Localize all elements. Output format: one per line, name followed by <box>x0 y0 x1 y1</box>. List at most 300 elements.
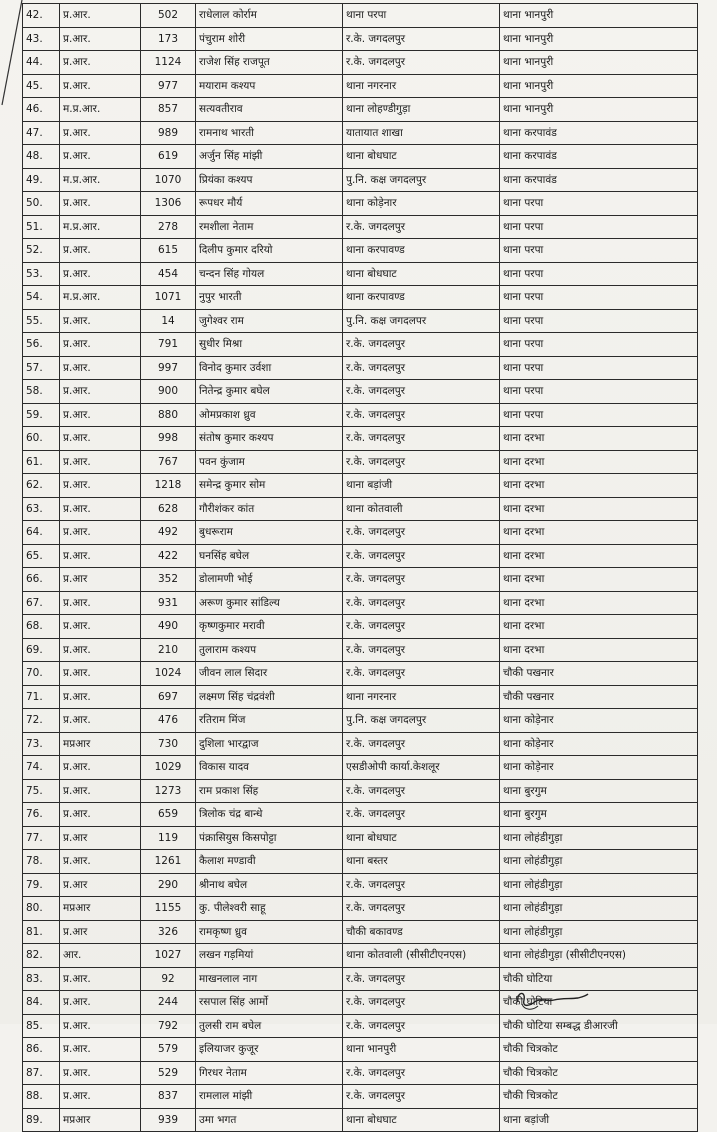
serial-number-cell: 44. <box>23 51 60 75</box>
name-cell: रामलाल मांझी <box>196 1085 343 1109</box>
to-posting-cell: थाना परपा <box>500 356 698 380</box>
to-posting-cell: थाना दरभा <box>500 544 698 568</box>
from-posting-cell: र.के. जगदलपुर <box>343 803 500 827</box>
rank-cell: प्र.आर. <box>60 662 141 686</box>
rank-cell: म.प्र.आर. <box>60 286 141 310</box>
serial-number-cell: 46. <box>23 98 60 122</box>
table-row <box>23 756 698 780</box>
table-row <box>23 474 698 498</box>
name-cell: प्रियंका कश्यप <box>196 168 343 192</box>
from-posting-cell: र.के. जगदलपुर <box>343 427 500 451</box>
from-posting-cell: र.के. जगदलपुर <box>343 638 500 662</box>
name-cell: लक्ष्मण सिंह चंद्रवंशी <box>196 685 343 709</box>
table-row <box>23 356 698 380</box>
from-posting-cell: र.के. जगदलपुर <box>343 991 500 1015</box>
from-posting-cell: र.के. जगदलपुर <box>343 732 500 756</box>
rank-cell: प्र.आर. <box>60 497 141 521</box>
table-row <box>23 262 698 286</box>
table-row <box>23 709 698 733</box>
serial-number-cell: 58. <box>23 380 60 404</box>
table-row <box>23 991 698 1015</box>
badge-number-cell: 900 <box>141 380 196 404</box>
table-row <box>23 662 698 686</box>
to-posting-cell: थाना बुरगुम <box>500 803 698 827</box>
badge-number-cell: 791 <box>141 333 196 357</box>
from-posting-cell: थाना लोहण्डीगुड़ा <box>343 98 500 122</box>
rank-cell: प्र.आर. <box>60 967 141 991</box>
rank-cell: प्र.आर. <box>60 521 141 545</box>
table-row <box>23 944 698 968</box>
name-cell: दिलीप कुमार दरियो <box>196 239 343 263</box>
badge-number-cell: 697 <box>141 685 196 709</box>
badge-number-cell: 997 <box>141 356 196 380</box>
to-posting-cell: थाना कोड़ेनार <box>500 709 698 733</box>
table-row <box>23 74 698 98</box>
serial-number-cell: 54. <box>23 286 60 310</box>
table-row <box>23 1108 698 1132</box>
to-posting-cell: थाना परपा <box>500 286 698 310</box>
signature <box>512 984 592 1014</box>
serial-number-cell: 77. <box>23 826 60 850</box>
badge-number-cell: 857 <box>141 98 196 122</box>
serial-number-cell: 65. <box>23 544 60 568</box>
to-posting-cell: चौकी चित्रकोट <box>500 1038 698 1062</box>
from-posting-cell: र.के. जगदलपुर <box>343 51 500 75</box>
rank-cell: मप्रआर <box>60 1108 141 1132</box>
rank-cell: प्र.आर. <box>60 474 141 498</box>
name-cell: कृष्णकुमार मरावी <box>196 615 343 639</box>
from-posting-cell: थाना कोड़ेनार <box>343 192 500 216</box>
to-posting-cell: थाना करपावंड <box>500 121 698 145</box>
table-row <box>23 192 698 216</box>
badge-number-cell: 939 <box>141 1108 196 1132</box>
serial-number-cell: 67. <box>23 591 60 615</box>
serial-number-cell: 72. <box>23 709 60 733</box>
to-posting-cell: थाना परपा <box>500 239 698 263</box>
from-posting-cell: र.के. जगदलपुर <box>343 1085 500 1109</box>
rank-cell: प्र.आर. <box>60 991 141 1015</box>
to-posting-cell: चौकी घोटिया सम्बद्ध डीआरजी <box>500 1014 698 1038</box>
table-row <box>23 1085 698 1109</box>
to-posting-cell: थाना परपा <box>500 262 698 286</box>
from-posting-cell: थाना नगरनार <box>343 685 500 709</box>
name-cell: मयाराम कश्यप <box>196 74 343 98</box>
name-cell: पवन कुंजाम <box>196 450 343 474</box>
to-posting-cell: चौकी पखनार <box>500 662 698 686</box>
name-cell: तुलाराम कश्यप <box>196 638 343 662</box>
table-row <box>23 51 698 75</box>
badge-number-cell: 502 <box>141 4 196 28</box>
rank-cell: प्र.आर. <box>60 1085 141 1109</box>
table-row <box>23 873 698 897</box>
table-row <box>23 615 698 639</box>
name-cell: जुगेश्वर राम <box>196 309 343 333</box>
rank-cell: प्र.आर. <box>60 544 141 568</box>
name-cell: गिरधर नेताम <box>196 1061 343 1085</box>
serial-number-cell: 74. <box>23 756 60 780</box>
serial-number-cell: 84. <box>23 991 60 1015</box>
from-posting-cell: थाना करपावण्ड <box>343 239 500 263</box>
badge-number-cell: 529 <box>141 1061 196 1085</box>
from-posting-cell: र.के. जगदलपुर <box>343 544 500 568</box>
from-posting-cell: पु.नि. कक्ष जगदलपुर <box>343 709 500 733</box>
table-row <box>23 1061 698 1085</box>
rank-cell: प्र.आर. <box>60 4 141 28</box>
serial-number-cell: 83. <box>23 967 60 991</box>
badge-number-cell: 619 <box>141 145 196 169</box>
rank-cell: प्र.आर. <box>60 756 141 780</box>
name-cell: ओमप्रकाश ध्रुव <box>196 403 343 427</box>
rank-cell: आर. <box>60 944 141 968</box>
from-posting-cell: थाना नगरनार <box>343 74 500 98</box>
rank-cell: प्र.आर. <box>60 121 141 145</box>
from-posting-cell: र.के. जगदलपुर <box>343 27 500 51</box>
table-row <box>23 98 698 122</box>
name-cell: अर्जुन सिंह मांझी <box>196 145 343 169</box>
name-cell: रूपधर मौर्य <box>196 192 343 216</box>
badge-number-cell: 767 <box>141 450 196 474</box>
serial-number-cell: 57. <box>23 356 60 380</box>
badge-number-cell: 244 <box>141 991 196 1015</box>
serial-number-cell: 76. <box>23 803 60 827</box>
name-cell: गौरीशंकर कांत <box>196 497 343 521</box>
name-cell: सत्यवतीराव <box>196 98 343 122</box>
table-row <box>23 4 698 28</box>
serial-number-cell: 73. <box>23 732 60 756</box>
to-posting-cell: थाना दरभा <box>500 474 698 498</box>
name-cell: समेन्द्र कुमार सोम <box>196 474 343 498</box>
serial-number-cell: 55. <box>23 309 60 333</box>
from-posting-cell: थाना कोतवाली (सीसीटीएनएस) <box>343 944 500 968</box>
name-cell: विनोद कुमार उर्वशा <box>196 356 343 380</box>
rank-cell: प्र.आर. <box>60 1014 141 1038</box>
from-posting-cell: र.के. जगदलपुर <box>343 568 500 592</box>
table-body <box>23 4 698 1132</box>
rank-cell: प्र.आर. <box>60 356 141 380</box>
from-posting-cell: र.के. जगदलपुर <box>343 380 500 404</box>
to-posting-cell: थाना भानपुरी <box>500 74 698 98</box>
serial-number-cell: 61. <box>23 450 60 474</box>
table-row <box>23 779 698 803</box>
to-posting-cell: थाना परपा <box>500 380 698 404</box>
name-cell: तुलसी राम बघेल <box>196 1014 343 1038</box>
rank-cell: प्र.आर. <box>60 803 141 827</box>
badge-number-cell: 14 <box>141 309 196 333</box>
rank-cell: प्र.आर. <box>60 51 141 75</box>
serial-number-cell: 87. <box>23 1061 60 1085</box>
name-cell: नुपुर भारती <box>196 286 343 310</box>
serial-number-cell: 50. <box>23 192 60 216</box>
to-posting-cell: थाना बुरगुम <box>500 779 698 803</box>
rank-cell: प्र.आर. <box>60 192 141 216</box>
serial-number-cell: 85. <box>23 1014 60 1038</box>
badge-number-cell: 998 <box>141 427 196 451</box>
to-posting-cell: थाना करपावंड <box>500 145 698 169</box>
rank-cell: प्र.आर. <box>60 779 141 803</box>
serial-number-cell: 88. <box>23 1085 60 1109</box>
badge-number-cell: 931 <box>141 591 196 615</box>
badge-number-cell: 1273 <box>141 779 196 803</box>
serial-number-cell: 63. <box>23 497 60 521</box>
name-cell: घनसिंह बघेल <box>196 544 343 568</box>
to-posting-cell: थाना लोहंडीगुड़ा <box>500 897 698 921</box>
name-cell: रामनाथ भारती <box>196 121 343 145</box>
rank-cell: प्र.आर. <box>60 239 141 263</box>
rank-cell: प्र.आर. <box>60 262 141 286</box>
serial-number-cell: 60. <box>23 427 60 451</box>
to-posting-cell: थाना कोड़ेनार <box>500 732 698 756</box>
badge-number-cell: 490 <box>141 615 196 639</box>
from-posting-cell: र.के. जगदलपुर <box>343 873 500 897</box>
from-posting-cell: र.के. जगदलपुर <box>343 591 500 615</box>
serial-number-cell: 75. <box>23 779 60 803</box>
badge-number-cell: 476 <box>141 709 196 733</box>
rank-cell: प्र.आर. <box>60 1061 141 1085</box>
table-row <box>23 803 698 827</box>
badge-number-cell: 837 <box>141 1085 196 1109</box>
name-cell: अरूण कुमार सांडिल्य <box>196 591 343 615</box>
serial-number-cell: 89. <box>23 1108 60 1132</box>
name-cell: रसपाल सिंह आर्मो <box>196 991 343 1015</box>
from-posting-cell: र.के. जगदलपुर <box>343 1014 500 1038</box>
badge-number-cell: 422 <box>141 544 196 568</box>
from-posting-cell: र.के. जगदलपुर <box>343 403 500 427</box>
name-cell: कैलाश मण्डावी <box>196 850 343 874</box>
to-posting-cell: थाना भानपुरी <box>500 51 698 75</box>
serial-number-cell: 69. <box>23 638 60 662</box>
name-cell: राजेश सिंह राजपूत <box>196 51 343 75</box>
table-row <box>23 450 698 474</box>
rank-cell: मप्रआर <box>60 897 141 921</box>
badge-number-cell: 730 <box>141 732 196 756</box>
to-posting-cell: थाना बड़ांजी <box>500 1108 698 1132</box>
badge-number-cell: 880 <box>141 403 196 427</box>
rank-cell: प्र.आर <box>60 568 141 592</box>
from-posting-cell: एसडीओपी कार्या.केशलूर <box>343 756 500 780</box>
to-posting-cell: थाना परपा <box>500 309 698 333</box>
from-posting-cell: यातायात शाखा <box>343 121 500 145</box>
serial-number-cell: 62. <box>23 474 60 498</box>
badge-number-cell: 278 <box>141 215 196 239</box>
name-cell: रामकृष्ण ध्रुव <box>196 920 343 944</box>
to-posting-cell: थाना परपा <box>500 192 698 216</box>
serial-number-cell: 48. <box>23 145 60 169</box>
to-posting-cell: थाना भानपुरी <box>500 4 698 28</box>
badge-number-cell: 1155 <box>141 897 196 921</box>
from-posting-cell: थाना बस्तर <box>343 850 500 874</box>
serial-number-cell: 56. <box>23 333 60 357</box>
table-row <box>23 591 698 615</box>
to-posting-cell: थाना दरभा <box>500 450 698 474</box>
from-posting-cell: र.के. जगदलपुर <box>343 967 500 991</box>
from-posting-cell: र.के. जगदलपुर <box>343 662 500 686</box>
table-row <box>23 1014 698 1038</box>
rank-cell: मप्रआर <box>60 732 141 756</box>
from-posting-cell: पु.नि. कक्ष जगदलपर <box>343 309 500 333</box>
from-posting-cell: र.के. जगदलपुर <box>343 356 500 380</box>
to-posting-cell: चौकी घोटिया <box>500 991 698 1015</box>
table-row <box>23 380 698 404</box>
name-cell: नितेन्द्र कुमार बघेल <box>196 380 343 404</box>
rank-cell: प्र.आर <box>60 826 141 850</box>
to-posting-cell: थाना दरभा <box>500 427 698 451</box>
badge-number-cell: 119 <box>141 826 196 850</box>
serial-number-cell: 59. <box>23 403 60 427</box>
serial-number-cell: 66. <box>23 568 60 592</box>
to-posting-cell: थाना दरभा <box>500 615 698 639</box>
name-cell: चन्दन सिंह गोयल <box>196 262 343 286</box>
table-row <box>23 685 698 709</box>
badge-number-cell: 210 <box>141 638 196 662</box>
serial-number-cell: 42. <box>23 4 60 28</box>
badge-number-cell: 1124 <box>141 51 196 75</box>
badge-number-cell: 579 <box>141 1038 196 1062</box>
rank-cell: प्र.आर. <box>60 685 141 709</box>
rank-cell: प्र.आर. <box>60 74 141 98</box>
table-row <box>23 897 698 921</box>
serial-number-cell: 47. <box>23 121 60 145</box>
serial-number-cell: 80. <box>23 897 60 921</box>
table-row <box>23 920 698 944</box>
to-posting-cell: थाना दरभा <box>500 638 698 662</box>
table-row <box>23 1038 698 1062</box>
name-cell: रतिराम मिंज <box>196 709 343 733</box>
to-posting-cell: थाना कोड़ेनार <box>500 756 698 780</box>
serial-number-cell: 52. <box>23 239 60 263</box>
name-cell: इलियाजर कुजूर <box>196 1038 343 1062</box>
table-row <box>23 638 698 662</box>
name-cell: दुशिला भारद्वाज <box>196 732 343 756</box>
badge-number-cell: 492 <box>141 521 196 545</box>
serial-number-cell: 70. <box>23 662 60 686</box>
rank-cell: प्र.आर. <box>60 850 141 874</box>
rank-cell: प्र.आर. <box>60 27 141 51</box>
rank-cell: प्र.आर. <box>60 309 141 333</box>
to-posting-cell: थाना भानपुरी <box>500 98 698 122</box>
rank-cell: प्र.आर. <box>60 145 141 169</box>
from-posting-cell: पु.नि. कक्ष जगदलपुर <box>343 168 500 192</box>
rank-cell: म.प्र.आर. <box>60 168 141 192</box>
to-posting-cell: थाना दरभा <box>500 521 698 545</box>
rank-cell: प्र.आर. <box>60 591 141 615</box>
from-posting-cell: थाना बोधघाट <box>343 145 500 169</box>
badge-number-cell: 1071 <box>141 286 196 310</box>
rank-cell: प्र.आर. <box>60 615 141 639</box>
to-posting-cell: चौकी घोटिया <box>500 967 698 991</box>
badge-number-cell: 290 <box>141 873 196 897</box>
rank-cell: म.प्र.आर. <box>60 215 141 239</box>
table-row <box>23 544 698 568</box>
name-cell: विकास यादव <box>196 756 343 780</box>
badge-number-cell: 92 <box>141 967 196 991</box>
from-posting-cell: र.के. जगदलपुर <box>343 1061 500 1085</box>
to-posting-cell: थाना परपा <box>500 333 698 357</box>
badge-number-cell: 1218 <box>141 474 196 498</box>
table-row <box>23 145 698 169</box>
to-posting-cell: चौकी पखनार <box>500 685 698 709</box>
name-cell: राधेलाल कोर्राम <box>196 4 343 28</box>
name-cell: संतोष कुमार कश्यप <box>196 427 343 451</box>
badge-number-cell: 989 <box>141 121 196 145</box>
badge-number-cell: 1024 <box>141 662 196 686</box>
rank-cell: प्र.आर. <box>60 709 141 733</box>
serial-number-cell: 82. <box>23 944 60 968</box>
name-cell: पंचुराम शोरी <box>196 27 343 51</box>
from-posting-cell: र.के. जगदलपुर <box>343 521 500 545</box>
rank-cell: प्र.आर. <box>60 380 141 404</box>
serial-number-cell: 45. <box>23 74 60 98</box>
name-cell: बुधरूराम <box>196 521 343 545</box>
badge-number-cell: 977 <box>141 74 196 98</box>
serial-number-cell: 49. <box>23 168 60 192</box>
from-posting-cell: थाना परपा <box>343 4 500 28</box>
from-posting-cell: थाना बोधघाट <box>343 262 500 286</box>
serial-number-cell: 43. <box>23 27 60 51</box>
name-cell: जीवन लाल सिदार <box>196 662 343 686</box>
badge-number-cell: 352 <box>141 568 196 592</box>
badge-number-cell: 326 <box>141 920 196 944</box>
table-row <box>23 168 698 192</box>
to-posting-cell: थाना लोहंडीगुड़ा <box>500 826 698 850</box>
table-row <box>23 239 698 263</box>
from-posting-cell: थाना करपावण्ड <box>343 286 500 310</box>
name-cell: सुधीर मिश्रा <box>196 333 343 357</box>
name-cell: राम प्रकाश सिंह <box>196 779 343 803</box>
to-posting-cell: चौकी चित्रकोट <box>500 1085 698 1109</box>
rank-cell: प्र.आर <box>60 920 141 944</box>
name-cell: त्रिलोक चंद्र बान्धे <box>196 803 343 827</box>
table-row <box>23 403 698 427</box>
table-row <box>23 121 698 145</box>
name-cell: लखन गड़मियां <box>196 944 343 968</box>
to-posting-cell: थाना परपा <box>500 403 698 427</box>
serial-number-cell: 68. <box>23 615 60 639</box>
from-posting-cell: थाना बोधघाट <box>343 1108 500 1132</box>
name-cell: रमशीला नेताम <box>196 215 343 239</box>
rank-cell: प्र.आर. <box>60 450 141 474</box>
table-row <box>23 286 698 310</box>
serial-number-cell: 53. <box>23 262 60 286</box>
from-posting-cell: र.के. जगदलपुर <box>343 779 500 803</box>
serial-number-cell: 81. <box>23 920 60 944</box>
to-posting-cell: थाना लोहंडीगुड़ा (सीसीटीएनएस) <box>500 944 698 968</box>
to-posting-cell: थाना लोहंडीगुड़ा <box>500 873 698 897</box>
table-row <box>23 333 698 357</box>
badge-number-cell: 659 <box>141 803 196 827</box>
table-row <box>23 521 698 545</box>
badge-number-cell: 1306 <box>141 192 196 216</box>
badge-number-cell: 1070 <box>141 168 196 192</box>
serial-number-cell: 79. <box>23 873 60 897</box>
serial-number-cell: 64. <box>23 521 60 545</box>
badge-number-cell: 454 <box>141 262 196 286</box>
from-posting-cell: र.के. जगदलपुर <box>343 215 500 239</box>
name-cell: कु. पीलेश्वरी साहू <box>196 897 343 921</box>
from-posting-cell: र.के. जगदलपुर <box>343 615 500 639</box>
badge-number-cell: 1027 <box>141 944 196 968</box>
badge-number-cell: 1029 <box>141 756 196 780</box>
name-cell: डोलामणी भोई <box>196 568 343 592</box>
serial-number-cell: 78. <box>23 850 60 874</box>
to-posting-cell: थाना लोहंडीगुड़ा <box>500 920 698 944</box>
table-row <box>23 427 698 451</box>
to-posting-cell: थाना करपावंड <box>500 168 698 192</box>
from-posting-cell: थाना बोधघाट <box>343 826 500 850</box>
from-posting-cell: चौकी बकावण्ड <box>343 920 500 944</box>
from-posting-cell: र.के. जगदलपुर <box>343 450 500 474</box>
from-posting-cell: थाना भानपुरी <box>343 1038 500 1062</box>
to-posting-cell: थाना भानपुरी <box>500 27 698 51</box>
